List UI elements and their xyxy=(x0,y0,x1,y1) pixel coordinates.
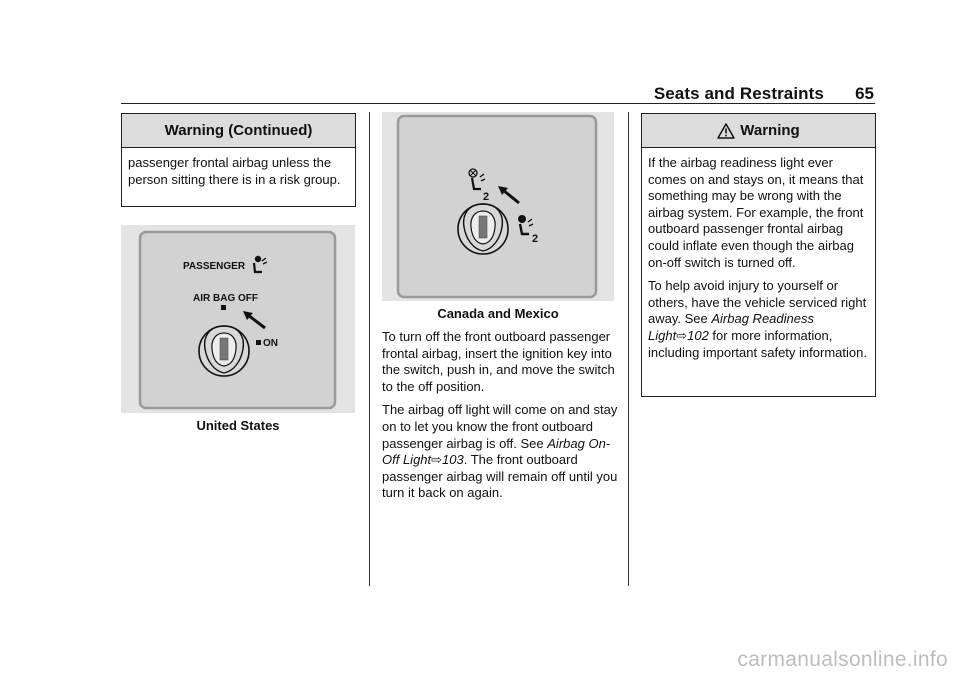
header-rule xyxy=(121,103,875,104)
paragraph-text: for more information, including important safety information. xyxy=(648,327,867,360)
airbag-switch-canada-illustration xyxy=(382,112,614,301)
warning-heading-label: Warning xyxy=(740,122,800,139)
paragraph-text: The airbag off light will come on and stay on to let you know the front outboard passenger airbag is off. See xyxy=(382,402,618,451)
figure-caption-canada-mexico: Canada and Mexico xyxy=(437,306,559,321)
off-position-marker xyxy=(221,305,226,310)
warning-continued-box xyxy=(121,113,356,207)
on-label: ON xyxy=(263,338,278,349)
warning-paragraph-1: If the airbag readiness light ever comes on and stays on, it means that something may be wrong with the airbag system. For example, the front outboard passenger frontal airbag could inflate even though the airbag on-off switch is turned off. xyxy=(648,155,864,270)
passenger-label: PASSENGER xyxy=(183,261,246,272)
airbag-off-label: AIR BAG OFF xyxy=(193,293,258,304)
page-ref-103[interactable]: 103 xyxy=(442,452,464,468)
page-ref-arrow-icon: ⇨ xyxy=(431,452,443,468)
airbag-on-off-light-link[interactable]: Airbag On-Off Light xyxy=(382,435,611,468)
figure-caption-united-states: United States xyxy=(196,418,280,433)
warning-continued-heading: Warning (Continued) xyxy=(122,114,355,148)
warning-paragraph-2 xyxy=(648,278,869,361)
on-position-marker xyxy=(256,340,261,345)
instruction-paragraph: To turn off the front outboard passenger frontal airbag, insert the ignition key into the switch, push in, and move the switch to the off position. xyxy=(382,329,615,394)
warning-box xyxy=(641,113,876,397)
paragraph-text: . The front outboard passenger airbag will remain off until you turn it back on again. xyxy=(382,452,618,501)
figure-united-states xyxy=(121,225,355,413)
figure-canada-mexico xyxy=(382,112,614,301)
column-divider-left xyxy=(369,112,370,586)
switch-dial xyxy=(458,204,508,254)
warning-continued-text: passenger frontal airbag unless the person sitting there is in a risk group. xyxy=(128,155,341,187)
middle-body-text xyxy=(382,329,618,509)
airbag-off-light-paragraph xyxy=(382,402,618,502)
page-section-title: Seats and Restraints xyxy=(653,84,824,103)
column-divider-right xyxy=(628,112,629,586)
switch-dial xyxy=(199,326,249,376)
seat-number-off: 2 xyxy=(483,191,490,203)
paragraph-text: To help avoid injury to yourself or others, have the vehicle serviced right away. See xyxy=(648,278,867,327)
watermark: carmanualsonline.info xyxy=(737,648,948,671)
airbag-switch-us-illustration xyxy=(121,225,355,413)
seat-number-on: 2 xyxy=(532,233,539,245)
page-ref-102[interactable]: 102 xyxy=(687,327,709,343)
page-number: 65 xyxy=(855,84,874,103)
warning-triangle-icon xyxy=(717,123,735,139)
page-ref-arrow-icon: ⇨ xyxy=(676,327,688,343)
warning-heading xyxy=(642,114,875,148)
airbag-readiness-light-link[interactable]: Airbag Readiness Light xyxy=(648,311,814,343)
